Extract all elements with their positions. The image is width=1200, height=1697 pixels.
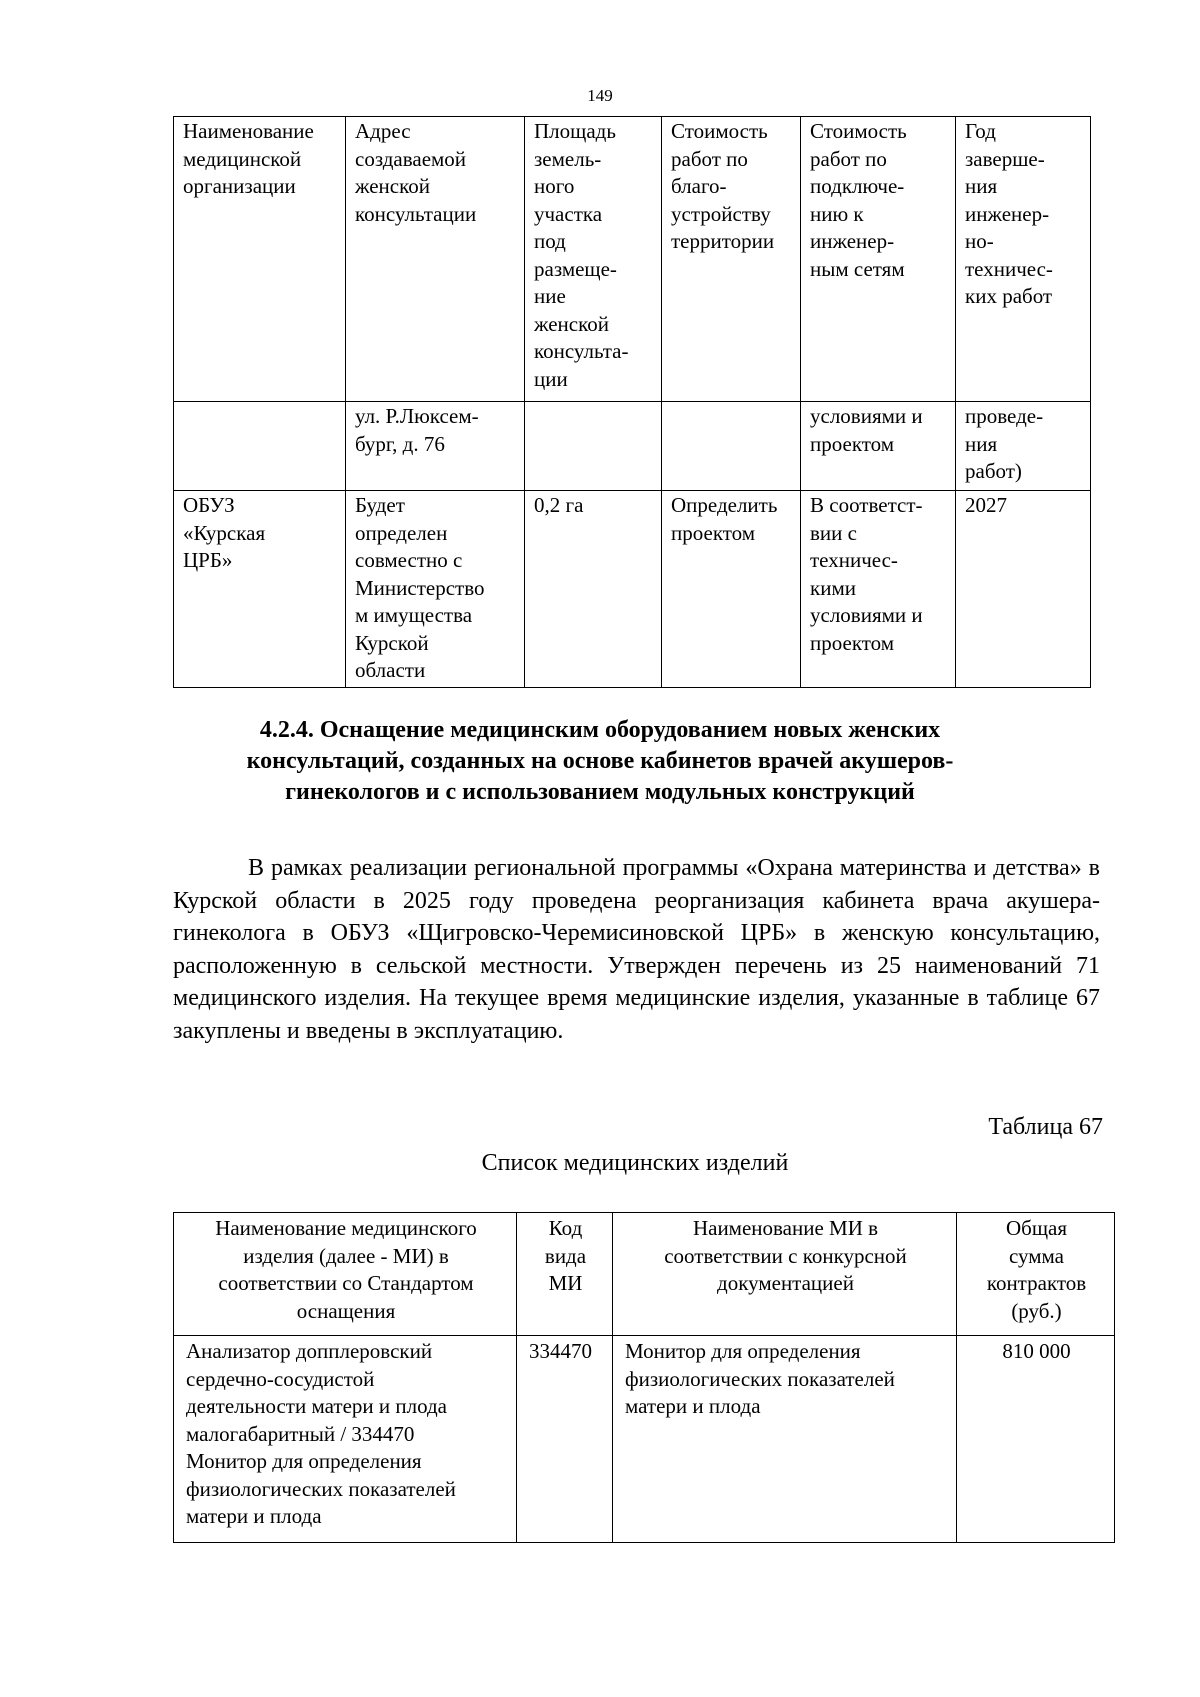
table-cell: ул. Р.Люксем- бург, д. 76 bbox=[346, 402, 525, 491]
section-heading: 4.2.4. Оснащение медицинским оборудованием новых женских консультаций, созданных на основе кабинетов врачей акушеров- гинекологов и с использованием модульных конструкций bbox=[246, 717, 954, 805]
table-row bbox=[174, 402, 1091, 491]
header-cell-contract-total: Общая сумма контрактов (руб.) bbox=[957, 1213, 1115, 1336]
table-cell: 334470 bbox=[517, 1336, 613, 1543]
header-cell-land-area: Площадь земель- ного участка под размеще- ние женской консульта- ции bbox=[525, 117, 662, 402]
organization-table bbox=[173, 116, 1091, 688]
header-cell-device-name-tender: Наименование МИ в соответствии с конкурсной документацией bbox=[613, 1213, 957, 1336]
table-row bbox=[174, 1336, 1115, 1543]
table-cell bbox=[174, 402, 346, 491]
table-cell: 0,2 га bbox=[525, 491, 662, 688]
table-cell: Определить проектом bbox=[662, 491, 801, 688]
table-cell: Монитор для определения физиологических показателей матери и плода bbox=[613, 1336, 957, 1543]
table-cell: 2027 bbox=[956, 491, 1091, 688]
table-cell: 810 000 bbox=[957, 1336, 1115, 1543]
header-cell-address: Адрес создаваемой женской консультации bbox=[346, 117, 525, 402]
table-number-label: Таблица 67 bbox=[988, 1114, 1103, 1140]
table-cell: проведе- ния работ) bbox=[956, 402, 1091, 491]
header-cell-completion-year: Год заверше- ния инженер- но- техничес- ких работ bbox=[956, 117, 1091, 402]
table-cell bbox=[525, 402, 662, 491]
table-row bbox=[174, 491, 1091, 688]
table-header-row bbox=[174, 117, 1091, 402]
table-cell: Анализатор допплеровский сердечно-сосудистой деятельности матери и плода малогабаритный / 334470 Монитор для определения физиологических показателей матери и плода bbox=[174, 1336, 517, 1543]
header-cell-connection-cost: Стоимость работ по подключе- нию к инженер- ным сетям bbox=[801, 117, 956, 402]
table-cell: условиями и проектом bbox=[801, 402, 956, 491]
header-cell-device-code: Код вида МИ bbox=[517, 1213, 613, 1336]
table-cell bbox=[662, 402, 801, 491]
table-header-row bbox=[174, 1213, 1115, 1336]
table-cell: Будет определен совместно с Министерство м имущества Курской области bbox=[346, 491, 525, 688]
medical-devices-table bbox=[173, 1212, 1115, 1543]
header-cell-device-name-standard: Наименование медицинского изделия (далее - МИ) в соответствии со Стандартом оснащения bbox=[174, 1213, 517, 1336]
table-cell: ОБУЗ «Курская ЦРБ» bbox=[174, 491, 346, 688]
table-caption: Список медицинских изделий bbox=[481, 1150, 789, 1176]
header-cell-organization: Наименование медицинской организации bbox=[174, 117, 346, 402]
page-number: 149 bbox=[587, 86, 613, 105]
table-cell: В соответст- вии с техничес- кими условиями и проектом bbox=[801, 491, 956, 688]
header-cell-landscaping-cost: Стоимость работ по благо- устройству территории bbox=[662, 117, 801, 402]
section-paragraph: В рамках реализации региональной программы «Охрана материнства и детства» в Курской области в 2025 году проведена реорганизация кабинета врача акушера-гинеколога в ОБУЗ «Щигровско-Черемисиновской ЦРБ» в женскую консультацию, расположенную в сельской местности. Утвержден перечень из 25 наименований 71 медицинского изделия. На текущее время медицинские изделия, указанные в таблице 67 закуплены и введены в эксплуатацию. bbox=[173, 855, 1100, 1044]
